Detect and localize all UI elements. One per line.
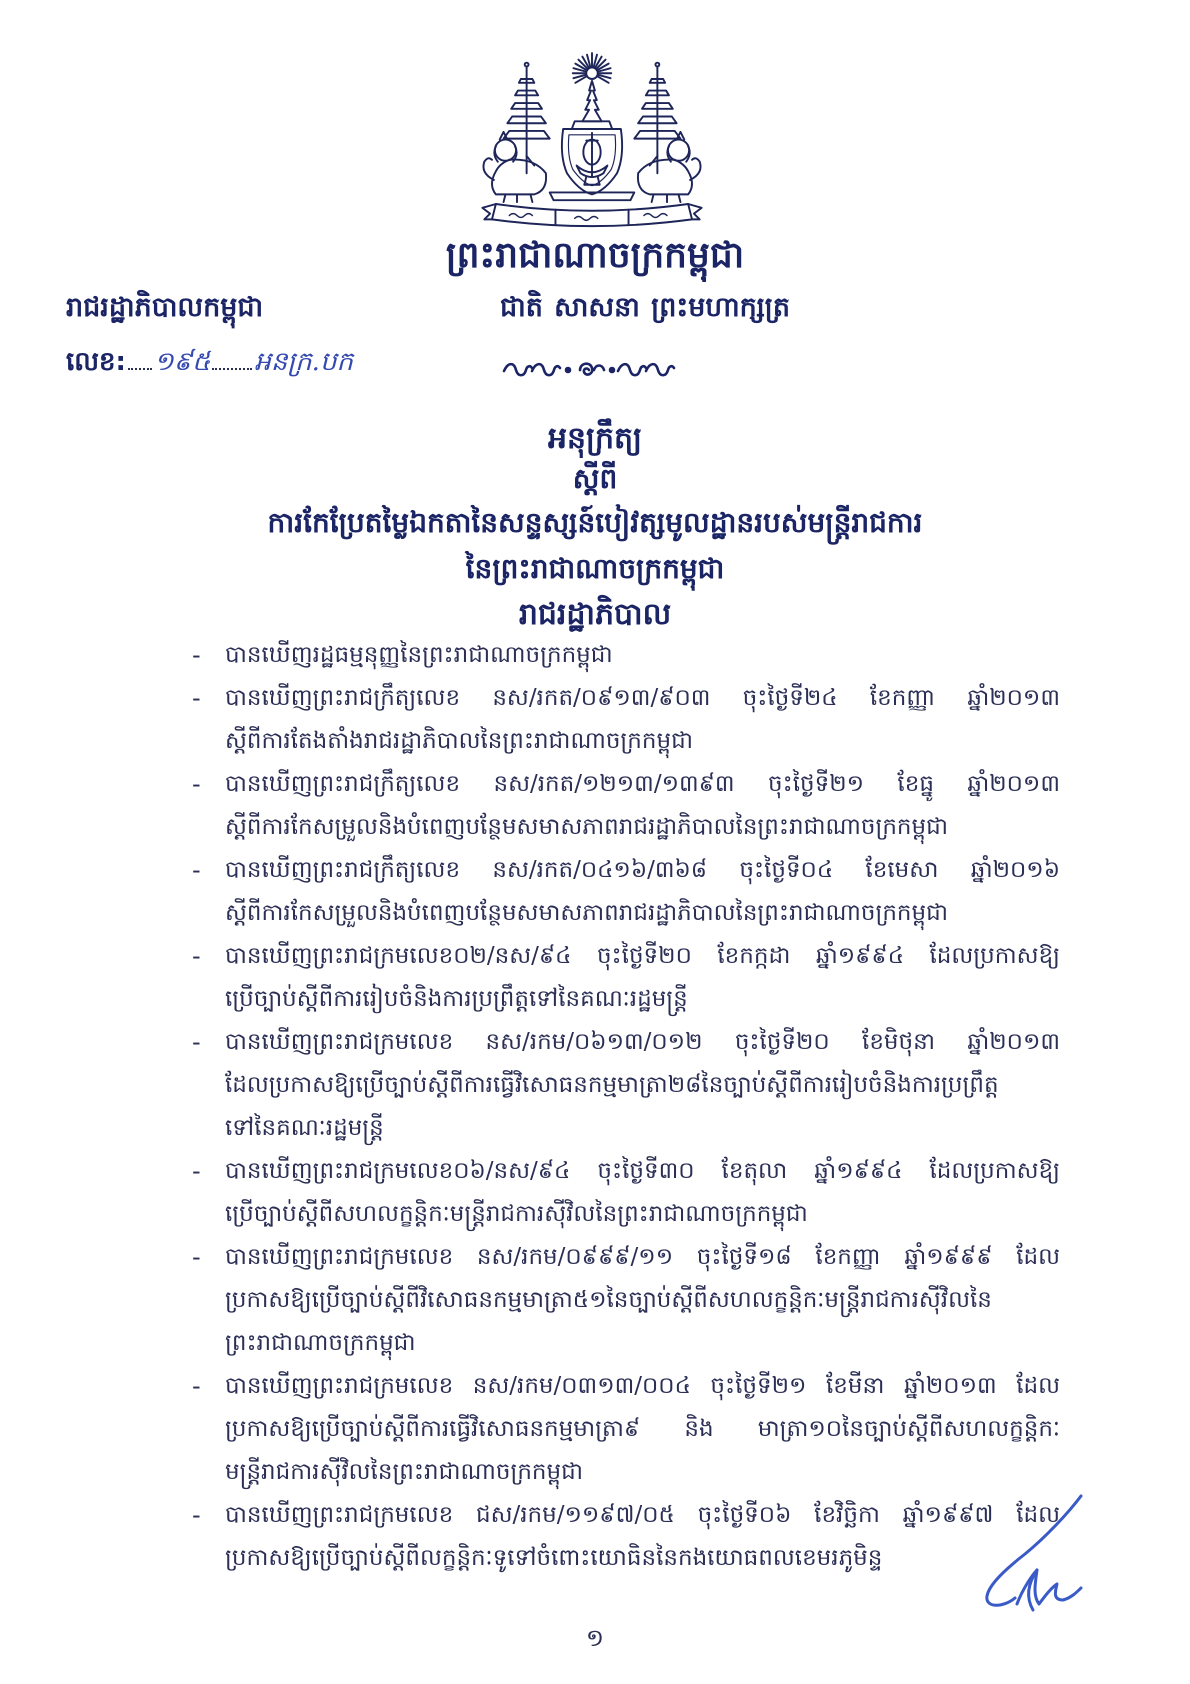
list-bullet: - <box>192 1501 201 1529</box>
list-bullet: - <box>192 856 201 884</box>
consideration-line: ដែលប្រកាសឱ្យប្រើច្បាប់ស្តីពីការធ្វើវិសោធនកម្មមាត្រា២៨នៃច្បាប់ស្តីពីការរៀបចំនិងការប្រព្រឹត្ត <box>225 1072 999 1098</box>
consideration-line: ប្រើច្បាប់ស្តីពីការរៀបចំនិងការប្រព្រឹត្តទៅនៃគណៈរដ្ឋមន្ត្រី <box>225 986 688 1012</box>
consideration-line: ព្រះរាជាណាចក្រកម្ពុជា <box>225 1330 416 1356</box>
list-bullet: - <box>192 684 201 712</box>
reference-number <box>66 340 396 384</box>
subject-line: ការកែប្រែតម្លៃឯកតានៃសន្ទស្សន៍បៀវត្សមូលដ្ឋានរបស់មន្ត្រីរាជការ <box>267 506 923 539</box>
consideration-item <box>190 1494 1065 1580</box>
consideration-item <box>190 1021 1065 1150</box>
list-bullet: - <box>192 1243 201 1271</box>
subject-line: នៃព្រះរាជាណាចក្រកម្ពុជា <box>465 552 725 585</box>
consideration-line: ប្រកាសឱ្យប្រើច្បាប់ស្តីពីវិសោធនកម្មមាត្រា៥១នៃច្បាប់ស្តីពីសហលក្ខន្តិកៈមន្ត្រីរាជការស៊ីវិលនៃ <box>225 1287 992 1313</box>
consideration-line: ប្រើច្បាប់ស្តីពីសហលក្ខន្តិកៈមន្ត្រីរាជការស៊ីវិលនៃព្រះរាជាណាចក្រកម្ពុជា <box>225 1201 808 1227</box>
consideration-item <box>190 677 1065 763</box>
issuer-name: រាជរដ្ឋាភិបាលកម្ពុជា <box>66 292 264 323</box>
consideration-line: ប្រកាសឱ្យប្រើច្បាប់ស្តីពីការធ្វើវិសោធនកម្មមាត្រា៩ និង មាត្រា១០នៃច្បាប់ស្តីពីសហលក្ខន្តិកៈ <box>225 1416 1060 1442</box>
list-bullet: - <box>192 1028 201 1056</box>
list-bullet: - <box>192 641 201 669</box>
dotted-fill <box>128 342 152 370</box>
issuing-authority: រាជរដ្ឋាភិបាល <box>518 597 672 632</box>
consideration-item <box>190 935 1065 1021</box>
handwritten-number: ១៩៥ <box>153 347 211 377</box>
royal-coat-of-arms <box>467 50 717 233</box>
considerations-list <box>190 634 1065 1580</box>
consideration-line: មន្ត្រីរាជការស៊ីវិលនៃព្រះរាជាណាចក្រកម្ពុជា <box>225 1459 584 1485</box>
consideration-line: បានឃើញព្រះរាជក្រមលេខ០២/នស/៩៤ ចុះថ្ងៃទី២០ ខែកក្កដា ឆ្នាំ១៩៩៤ ដែលប្រកាសឱ្យ <box>225 943 1060 969</box>
motto-nation: ជាតិ <box>500 292 543 323</box>
dotted-fill <box>212 342 252 370</box>
consideration-item <box>190 1365 1065 1494</box>
national-motto <box>500 286 790 330</box>
consideration-line: បានឃើញព្រះរាជក្រមលេខ ជស/រកម/១១៩៧/០៥ ចុះថ្ងៃទី០៦ ខែវិច្ឆិកា ឆ្នាំ១៩៩៧ ដែល <box>225 1502 1060 1528</box>
consideration-item <box>190 849 1065 935</box>
consideration-line: បានឃើញព្រះរាជក្រឹត្យលេខ នស/រកត/០៩១៣/៩០៣ ចុះថ្ងៃទី២៤ ខែកញ្ញា ឆ្នាំ២០១៣ <box>225 685 1060 711</box>
reference-label: លេខ: <box>66 347 126 377</box>
consideration-line: ស្តីពីការតែងតាំងរាជរដ្ឋាភិបាលនៃព្រះរាជាណាចក្រកម្ពុជា <box>225 728 693 754</box>
handwritten-code: អនក្រ.បក <box>254 347 353 377</box>
ornament-divider <box>500 355 680 383</box>
motto-religion: សាសនា <box>554 292 640 323</box>
consideration-line: បានឃើញព្រះរាជក្រមលេខ០៦/នស/៩៤ ចុះថ្ងៃទី៣០ ខែតុលា ឆ្នាំ១៩៩៤ ដែលប្រកាសឱ្យ <box>225 1158 1060 1184</box>
kingdom-title: ព្រះរាជាណាចក្រកម្ពុជា <box>445 235 745 276</box>
list-bullet: - <box>192 770 201 798</box>
consideration-line: ស្តីពីការកែសម្រួលនិងបំពេញបន្ថែមសមាសភាពរាជរដ្ឋាភិបាលនៃព្រះរាជាណាចក្រកម្ពុជា <box>225 814 949 840</box>
signature <box>975 1492 1087 1614</box>
consideration-line: បានឃើញព្រះរាជក្រមលេខ នស/រកម/០៩៩៩/១១ ចុះថ្ងៃទី១៨ ខែកញ្ញា ឆ្នាំ១៩៩៩ ដែល <box>225 1244 1060 1270</box>
document-type: អនុក្រឹត្យ <box>547 421 643 456</box>
consideration-item <box>190 1236 1065 1365</box>
consideration-line: បានឃើញព្រះរាជក្រឹត្យលេខ នស/រកត/០៤១៦/៣៦៨ ចុះថ្ងៃទី០៤ ខែមេសា ឆ្នាំ២០១៦ <box>225 857 1060 883</box>
consideration-item <box>190 1150 1065 1236</box>
consideration-line: បានឃើញព្រះរាជក្រមលេខ នស/រកម/០៦១៣/០១២ ចុះថ្ងៃទី២០ ខែមិថុនា ឆ្នាំ២០១៣ <box>225 1029 1060 1055</box>
page-number: ១ <box>585 1624 605 1652</box>
consideration-line: បានឃើញព្រះរាជក្រឹត្យលេខ នស/រកត/១២១៣/១៣៩៣ ចុះថ្ងៃទី២១ ខែធ្នូ ឆ្នាំ២០១៣ <box>225 771 1060 797</box>
consideration-line: ស្តីពីការកែសម្រួលនិងបំពេញបន្ថែមសមាសភាពរាជរដ្ឋាភិបាលនៃព្រះរាជាណាចក្រកម្ពុជា <box>225 900 949 926</box>
consideration-line: បានឃើញព្រះរាជក្រមលេខ នស/រកម/០៣១៣/០០៤ ចុះថ្ងៃទី២១ ខែមីនា ឆ្នាំ២០១៣ ដែល <box>225 1373 1060 1399</box>
list-bullet: - <box>192 942 201 970</box>
consideration-line: ទៅនៃគណៈរដ្ឋមន្ត្រី <box>225 1115 384 1141</box>
consideration-line: បានឃើញរដ្ឋធម្មនុញ្ញនៃព្រះរាជាណាចក្រកម្ពុជា <box>225 642 613 668</box>
list-bullet: - <box>192 1372 201 1400</box>
consideration-item <box>190 763 1065 849</box>
list-bullet: - <box>192 1157 201 1185</box>
consideration-item <box>190 634 1065 677</box>
about-label: ស្តីពី <box>572 462 618 495</box>
motto-king: ព្រះមហាក្សត្រ <box>651 292 790 323</box>
consideration-line: ប្រកាសឱ្យប្រើច្បាប់ស្តីពីលក្ខន្តិកៈទូទៅចំពោះយោធិននៃកងយោធពលខេមរភូមិន្ទ <box>225 1545 883 1571</box>
